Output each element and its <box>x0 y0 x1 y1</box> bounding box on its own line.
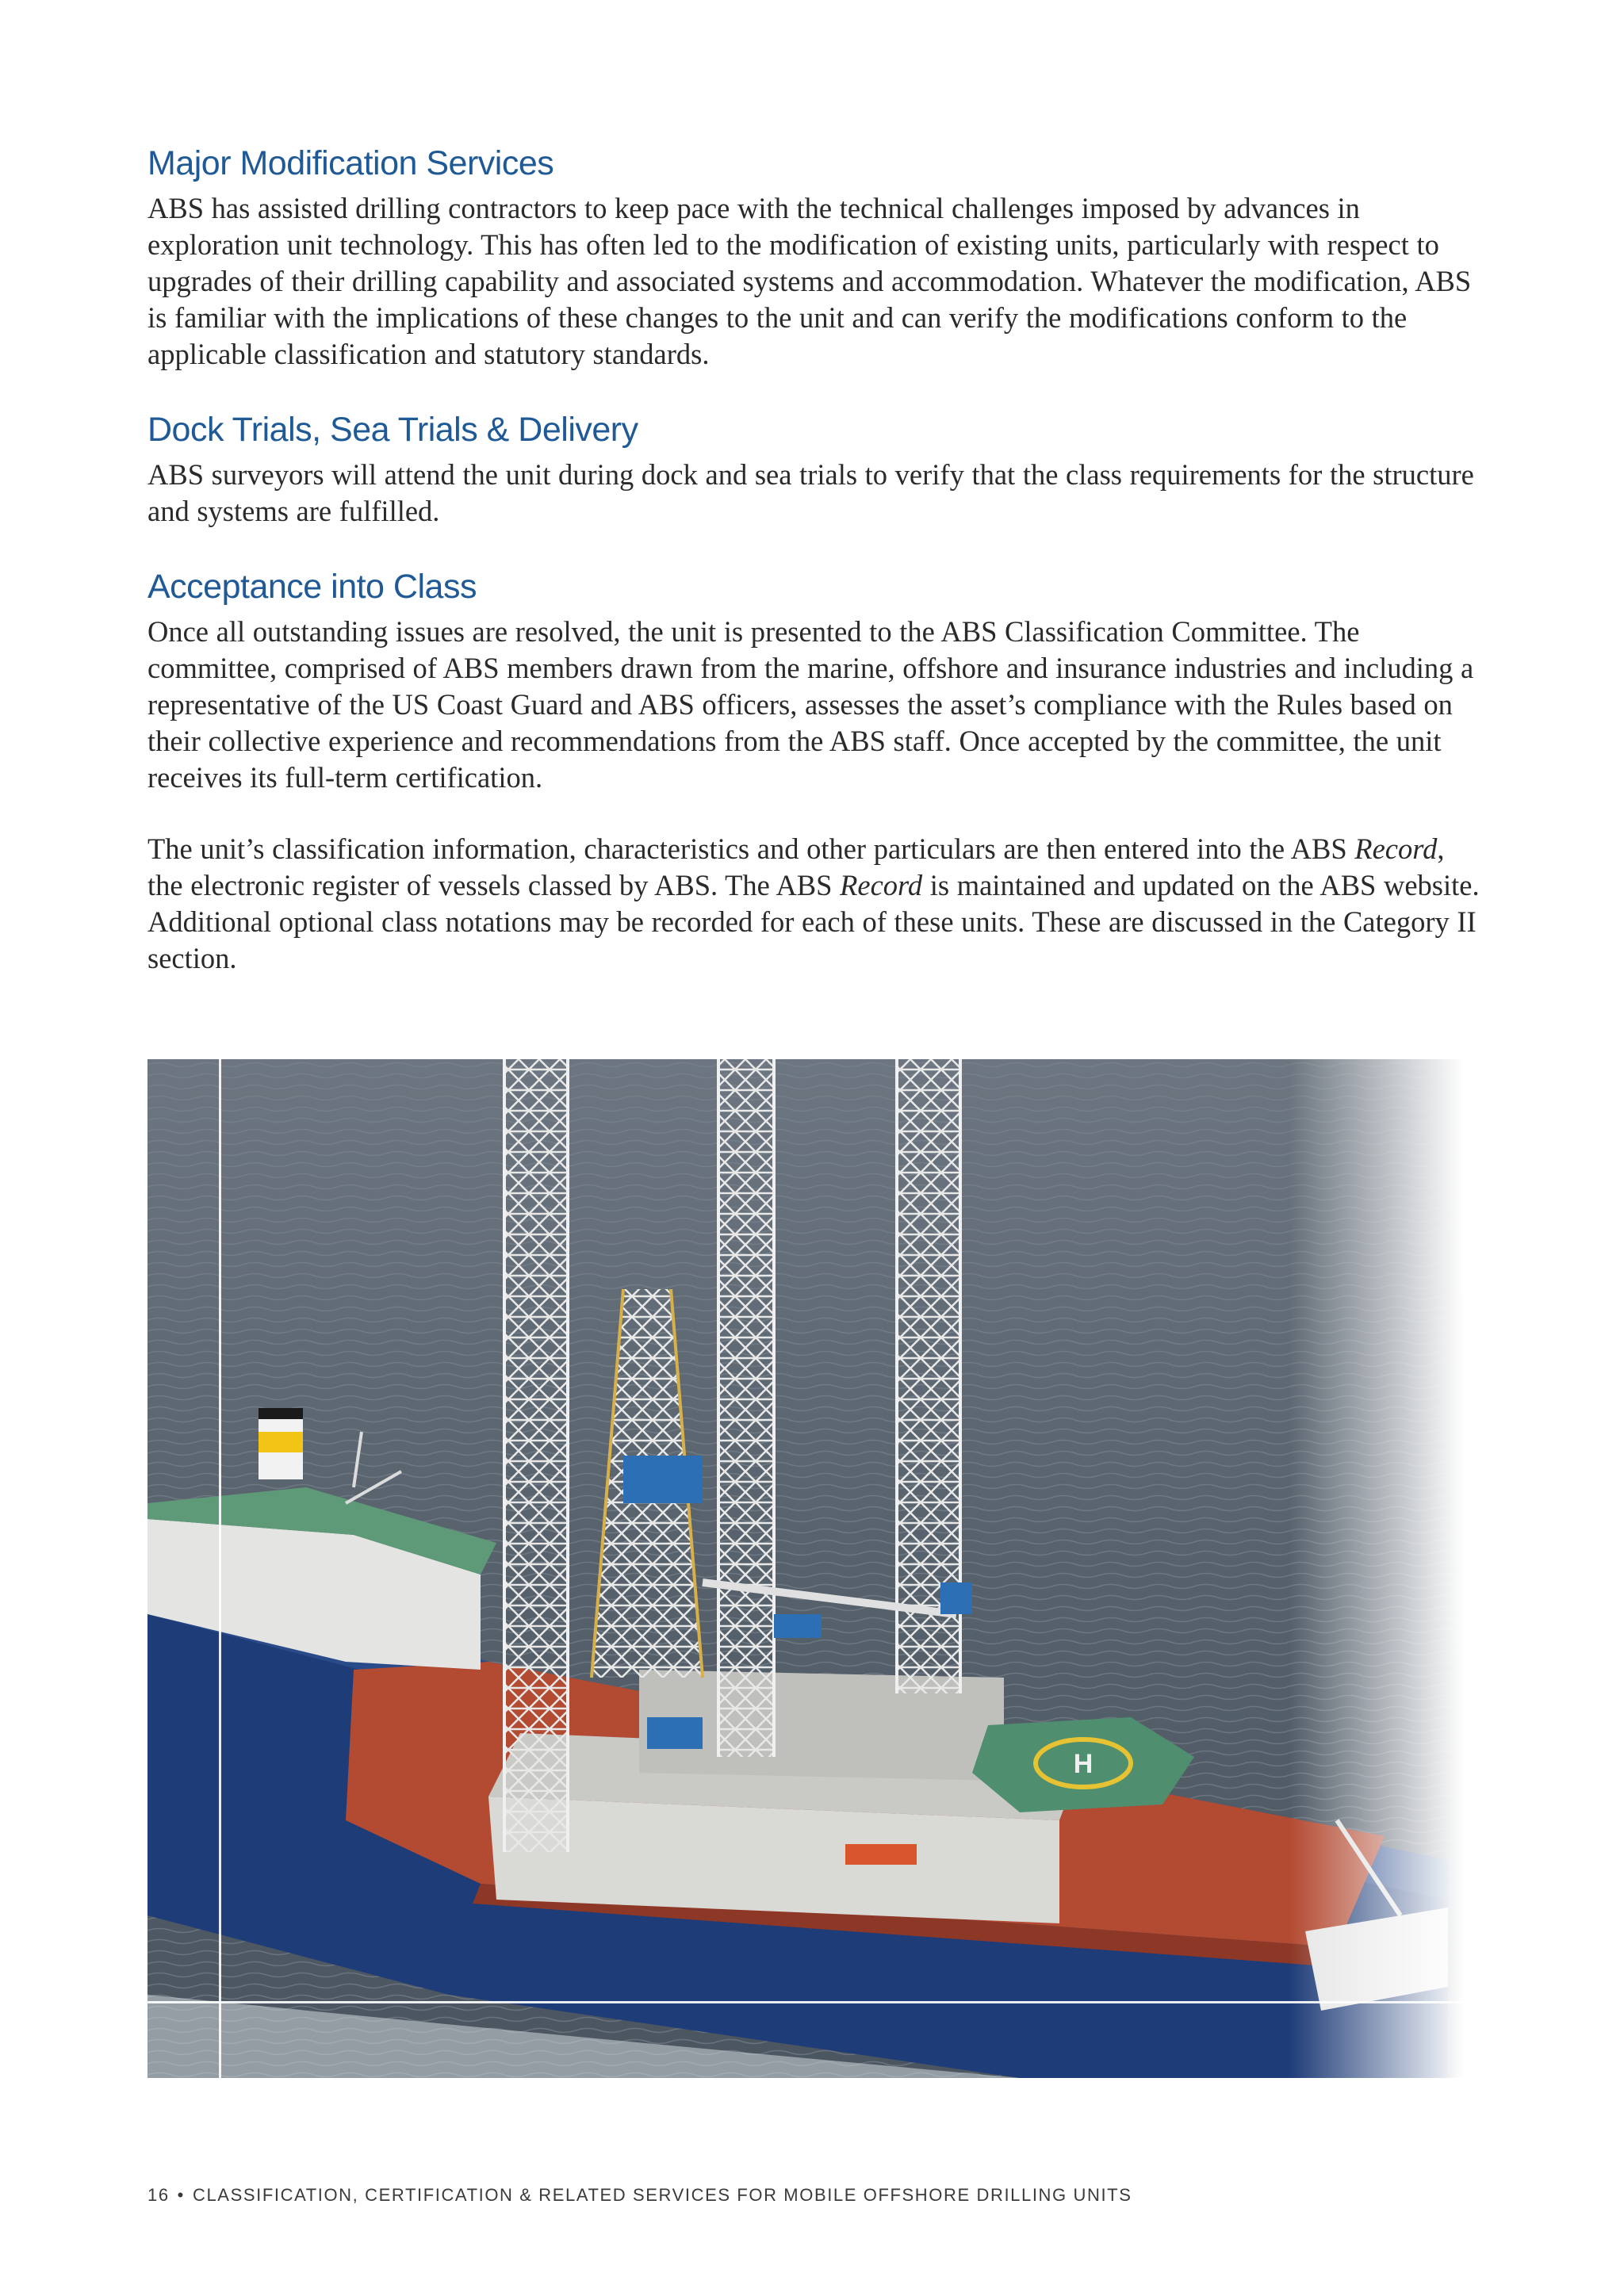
record-text-1: The unit’s classification information, characteristics and other particulars are then entered into the ABS <box>147 832 1355 865</box>
footer-title: CLASSIFICATION, CERTIFICATION & RELATED SERVICES FOR MOBILE OFFSHORE DRILLING UNITS <box>192 2185 1132 2205</box>
photo-illustration <box>147 1059 1464 2078</box>
frame-line-vertical <box>219 1059 221 2078</box>
section-heading: Acceptance into Class <box>147 568 477 606</box>
helipad-letter: H <box>1073 1749 1094 1779</box>
footer-bullet: • <box>177 2185 185 2205</box>
rig-leg <box>718 1059 774 1757</box>
section-heading: Dock Trials, Sea Trials & Delivery <box>147 411 638 449</box>
section-acceptance <box>147 564 1480 977</box>
rig-leg <box>504 1059 568 1852</box>
section-heading: Major Modification Services <box>147 144 554 182</box>
section-trials-delivery <box>147 408 1480 530</box>
main-content <box>147 141 1480 1012</box>
section-body: ABS surveyors will attend the unit during dock and sea trials to verify that the class requirements for the structure and systems are fulfilled. <box>147 458 1474 527</box>
frame-line-horizontal <box>147 2001 1464 2003</box>
section-body: Once all outstanding issues are resolved, the unit is presented to the ABS Classification Committee. The committee, comprised of ABS members drawn from the marine, offshore and insurance industries and including a representative of the US Coast Guard and ABS officers, assesses the asset’s compliance with the Rules based on their collective experience and recommendations from the ABS staff. Once accepted by the committee, the unit receives its full-term certification. <box>147 615 1474 794</box>
record-text-2: , the electronic register of vessels classed by ABS. The ABS <box>147 832 1445 901</box>
record-paragraph <box>147 831 1480 977</box>
record-italic-1: Record <box>1354 832 1438 865</box>
section-major-modification <box>147 141 1480 373</box>
page-footer <box>147 2185 1132 2206</box>
jackup-rig-photo <box>147 1059 1464 2078</box>
lifeboat <box>845 1844 917 1865</box>
section-body: ABS has assisted drilling contractors to keep pace with the technical challenges imposed by advances in exploration unit technology. This has often led to the modification of existing units, particularly with respect to upgrades of their drilling capability and associated systems and accommodation. Whatever the modification, ABS is familiar with the implications of these changes to the unit and can verify the modifications conform to the applicable classification and statutory standards. <box>147 192 1472 370</box>
record-italic-2: Record <box>840 869 923 901</box>
record-text-3: is maintained and updated on the ABS website. Additional optional class notations may be recorded for each of these units. These are discussed in the Category II section. <box>147 869 1480 974</box>
page-number: 16 <box>147 2185 170 2205</box>
photo-edge-fade <box>1289 1059 1464 2078</box>
